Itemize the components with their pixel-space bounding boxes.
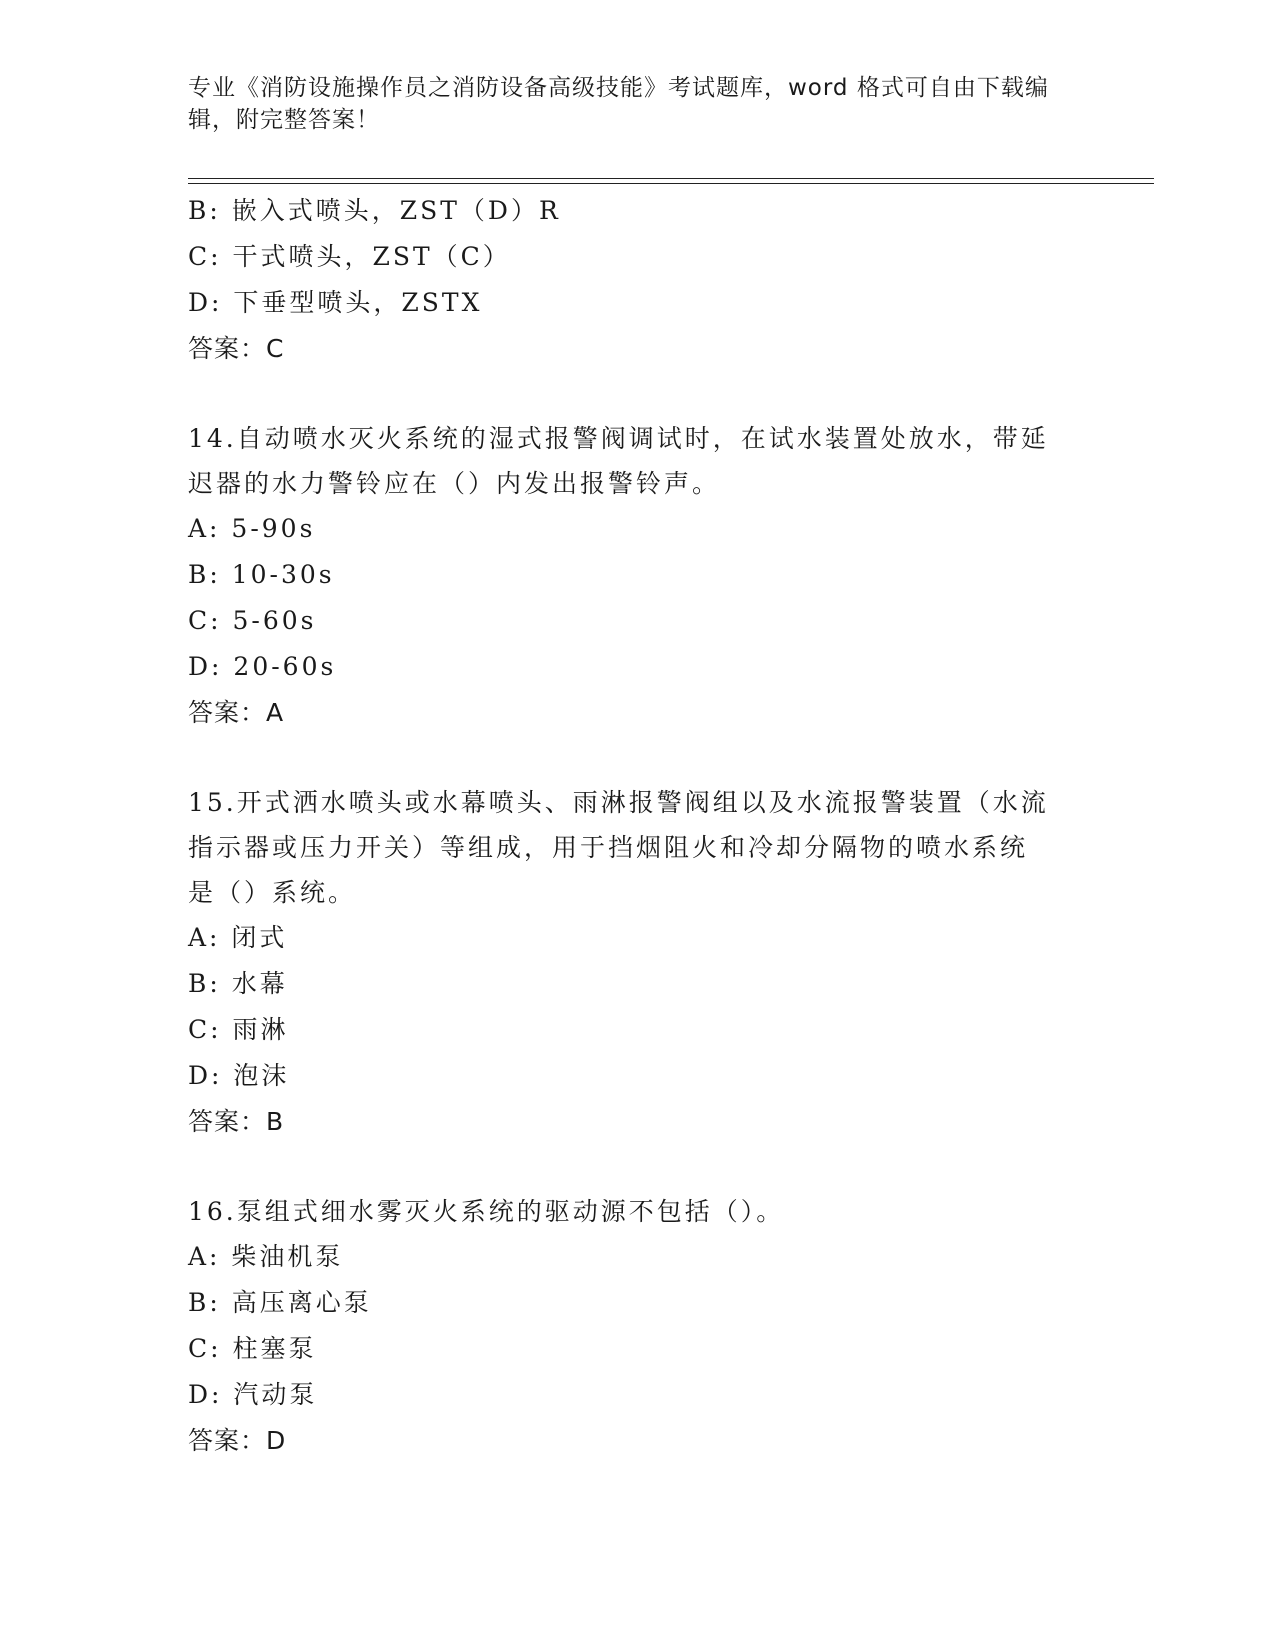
header-divider-bottom [188, 183, 1154, 184]
option-a: A: 柴油机泵 [188, 1242, 344, 1271]
option-c: C: 5-60s [188, 606, 317, 635]
prev-question-tail [188, 188, 1088, 372]
answer-line: 答案：B [188, 1107, 285, 1136]
answer-line: 答案：D [188, 1426, 287, 1455]
option-d: D: 20-60s [188, 652, 337, 681]
answer-line: 答案：A [188, 698, 285, 727]
option-c: C: 干式喷头，ZST（C） [188, 242, 511, 271]
header-divider-top [188, 178, 1154, 179]
option-b: B: 水幕 [188, 969, 288, 998]
question-text-line: 16.泵组式细水雾灭火系统的驱动源不包括（）。 [188, 1197, 785, 1226]
question-text-line: 是（）系统。 [188, 878, 357, 907]
question-16 [188, 1189, 1088, 1464]
answer-line: 答案：C [188, 334, 285, 363]
question-15 [188, 780, 1088, 1145]
option-b: B: 10-30s [188, 560, 335, 589]
option-d: D: 下垂型喷头，ZSTX [188, 288, 483, 317]
option-c: C: 柱塞泵 [188, 1334, 317, 1363]
option-b: B: 高压离心泵 [188, 1288, 372, 1317]
question-text-line: 指示器或压力开关）等组成，用于挡烟阻火和冷却分隔物的喷水系统 [188, 833, 1029, 862]
option-b: B: 嵌入式喷头，ZST（D）R [188, 196, 561, 225]
option-d: D: 汽动泵 [188, 1380, 318, 1409]
question-list [188, 188, 1088, 1464]
question-14 [188, 416, 1088, 736]
option-d: D: 泡沫 [188, 1061, 290, 1090]
option-a: A: 5-90s [188, 514, 316, 543]
document-header: 专业《消防设施操作员之消防设备高级技能》考试题库，word 格式可自由下载编辑，附完整答案！ [188, 75, 1049, 133]
option-c: C: 雨淋 [188, 1015, 289, 1044]
option-a: A: 闭式 [188, 923, 288, 952]
question-text-line: 迟器的水力警铃应在（）内发出报警铃声。 [188, 469, 721, 498]
question-text-line: 15.开式洒水喷头或水幕喷头、雨淋报警阀组以及水流报警装置（水流 [188, 788, 1049, 817]
question-text-line: 14.自动喷水灭火系统的湿式报警阀调试时，在试水装置处放水，带延 [188, 424, 1049, 453]
